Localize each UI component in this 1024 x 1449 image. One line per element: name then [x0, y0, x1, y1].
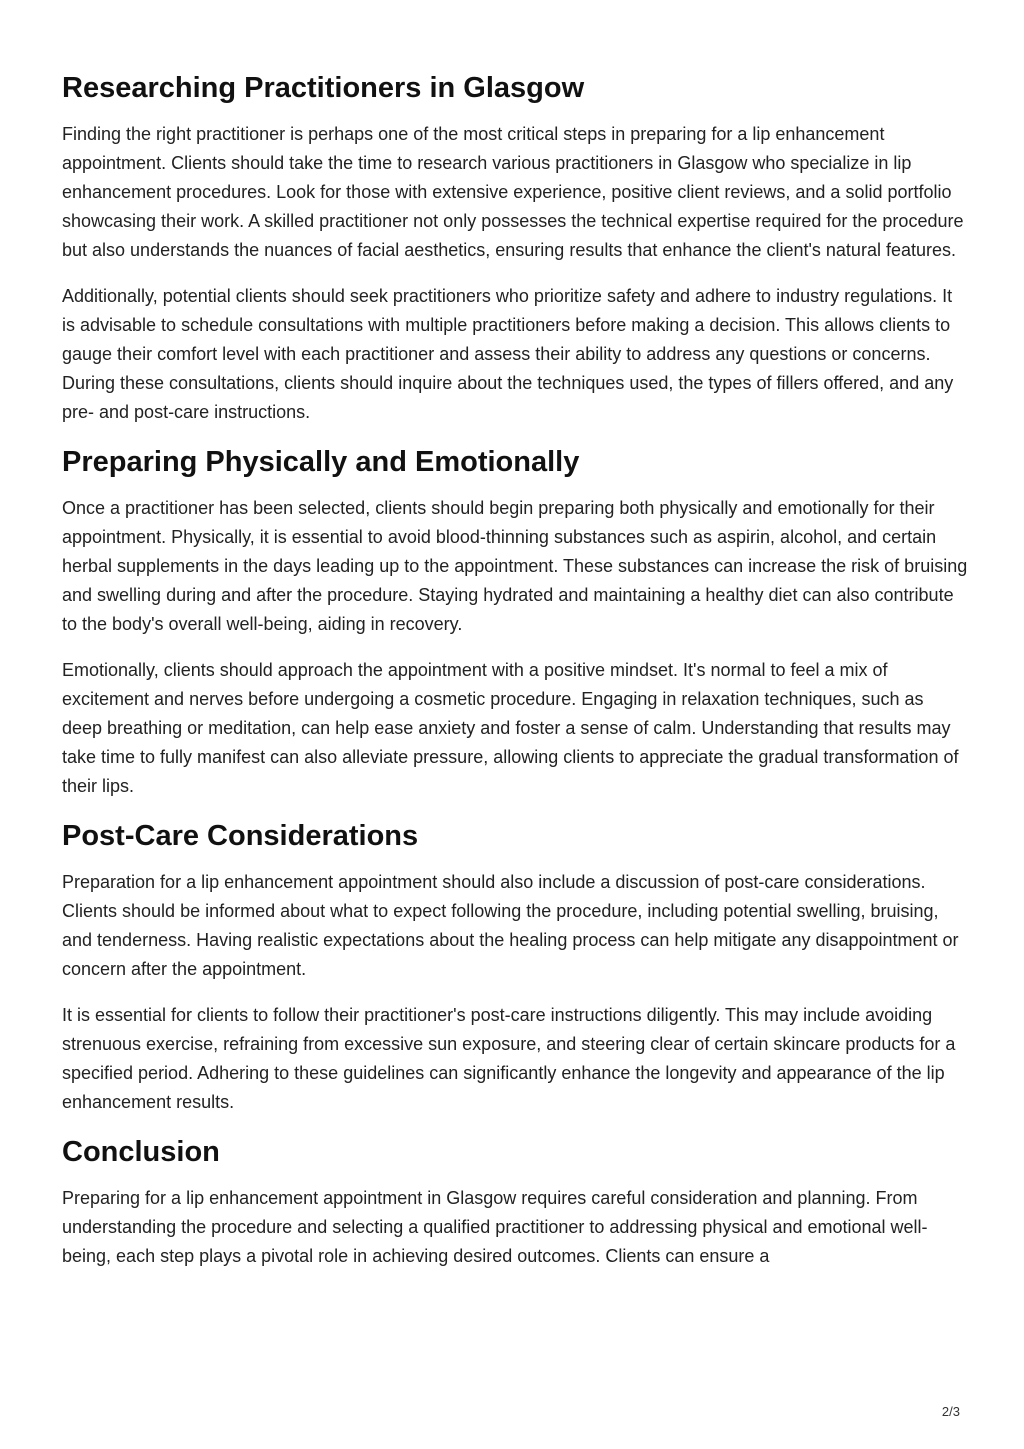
- document-page: [62, 60, 968, 1288]
- section-heading: Researching Practitioners in Glasgow: [62, 72, 585, 104]
- section-heading: Conclusion: [62, 1136, 220, 1168]
- section-heading: Post-Care Considerations: [62, 820, 419, 852]
- paragraph: Preparing for a lip enhancement appointment in Glasgow requires careful consideration and planning. From understanding the procedure and selecting a qualified practitioner to addressing physical and emotional well-being, each step plays a pivotal role in achieving desired outcomes. Clients can ensure a: [62, 1188, 928, 1266]
- paragraph: Finding the right practitioner is perhaps one of the most critical steps in preparing for a lip enhancement appointment. Clients should take the time to research various practitioners in Glasgow who specialize in lip enhancement procedures. Look for those with extensive experience, positive client reviews, and a solid portfolio showcasing their work. A skilled practitioner not only possesses the technical expertise required for the procedure but also understands the nuances of facial aesthetics, ensuring results that enhance the client's natural features.: [62, 124, 964, 260]
- page-number: 2/3: [941, 1404, 960, 1419]
- paragraph: Once a practitioner has been selected, clients should begin preparing both physically and emotionally for their appointment. Physically, it is essential to avoid blood-thinning substances such as aspirin, alcohol, and certain herbal supplements in the days leading up to the appointment. These substances can increase the risk of bruising and swelling during and after the procedure. Staying hydrated and maintaining a healthy diet can also contribute to the body's overall well-being, aiding in recovery.: [62, 498, 968, 634]
- section-researching-practitioners: [62, 70, 968, 427]
- paragraph: Emotionally, clients should approach the appointment with a positive mindset. It's normal to feel a mix of excitement and nerves before undergoing a cosmetic procedure. Engaging in relaxation techniques, such as deep breathing or meditation, can help ease anxiety and foster a sense of calm. Understanding that results may take time to fully manifest can also alleviate pressure, allowing clients to appreciate the gradual transformation of their lips.: [62, 660, 959, 796]
- paragraph: Preparation for a lip enhancement appointment should also include a discussion of post-care considerations. Clients should be informed about what to expect following the procedure, including potential swelling, bruising, and tenderness. Having realistic expectations about the healing process can help mitigate any disappointment or concern after the appointment.: [62, 872, 959, 979]
- section-conclusion: [62, 1134, 968, 1271]
- section-heading: Preparing Physically and Emotionally: [62, 446, 580, 478]
- paragraph: Additionally, potential clients should seek practitioners who prioritize safety and adhere to industry regulations. It is advisable to schedule consultations with multiple practitioners before making a decision. This allows clients to gauge their comfort level with each practitioner and assess their ability to address any questions or concerns. During these consultations, clients should inquire about the techniques used, the types of fillers offered, and any pre- and post-care instructions.: [62, 286, 954, 422]
- section-post-care-considerations: [62, 818, 968, 1117]
- paragraph: It is essential for clients to follow their practitioner's post-care instructions diligently. This may include avoiding strenuous exercise, refraining from excessive sun exposure, and steering clear of certain skincare products for a specified period. Adhering to these guidelines can significantly enhance the longevity and appearance of the lip enhancement results.: [62, 1005, 956, 1112]
- section-preparing-physically-emotionally: [62, 444, 968, 801]
